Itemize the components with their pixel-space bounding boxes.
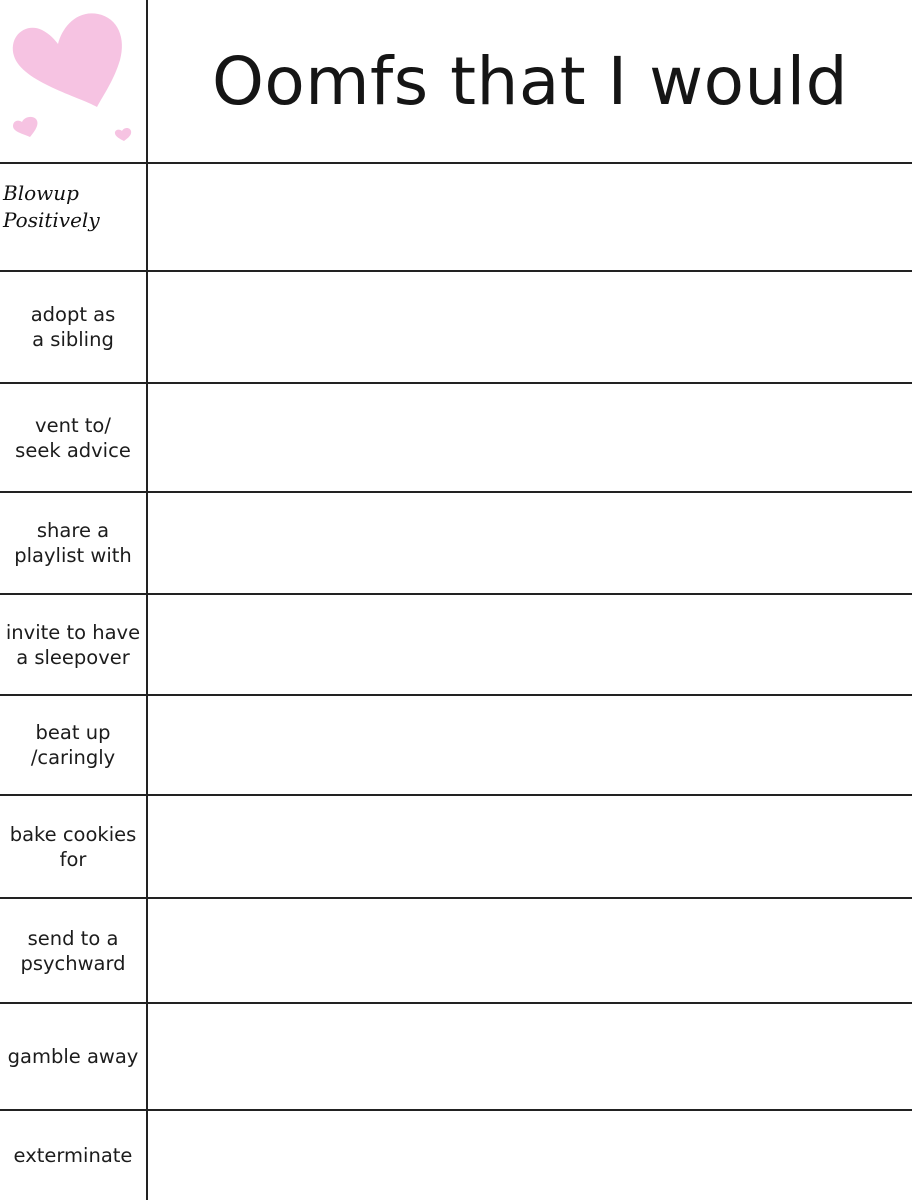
page-title: Oomfs that I would xyxy=(211,43,849,120)
large-heart xyxy=(13,13,122,107)
answer-cell xyxy=(148,384,912,491)
row-label-adopt-as-sibling: adopt as a sibling xyxy=(30,303,116,351)
answer-cell xyxy=(148,796,912,897)
row-label-beat-up: beat up /caringly xyxy=(30,721,116,769)
small-heart-left xyxy=(13,117,37,137)
answer-cell xyxy=(148,1004,912,1109)
answer-cell xyxy=(148,164,912,270)
row-label-share-playlist: share a playlist with xyxy=(14,519,132,567)
row-label-invite-sleepover: invite to have a sleepover xyxy=(5,620,141,669)
heart-decoration xyxy=(0,0,146,163)
row-label-exterminate: exterminate xyxy=(13,1144,133,1167)
row-label-gamble-away: gamble away xyxy=(7,1045,139,1068)
answer-cell xyxy=(148,272,912,382)
answer-cell xyxy=(148,595,912,694)
row-label-blowup-positively: Blowup Positively xyxy=(3,181,100,232)
answer-cell xyxy=(148,696,912,794)
answer-cell xyxy=(148,493,912,593)
answer-cell xyxy=(148,899,912,1002)
answer-cell xyxy=(148,1111,912,1200)
row-label-send-psychward: send to a psychward xyxy=(20,926,126,975)
row-label-bake-cookies: bake cookies for xyxy=(9,822,137,871)
row-label-vent-to: vent to/ seek advice xyxy=(15,413,131,462)
small-heart-right xyxy=(115,128,131,141)
heart-icon xyxy=(0,0,146,163)
